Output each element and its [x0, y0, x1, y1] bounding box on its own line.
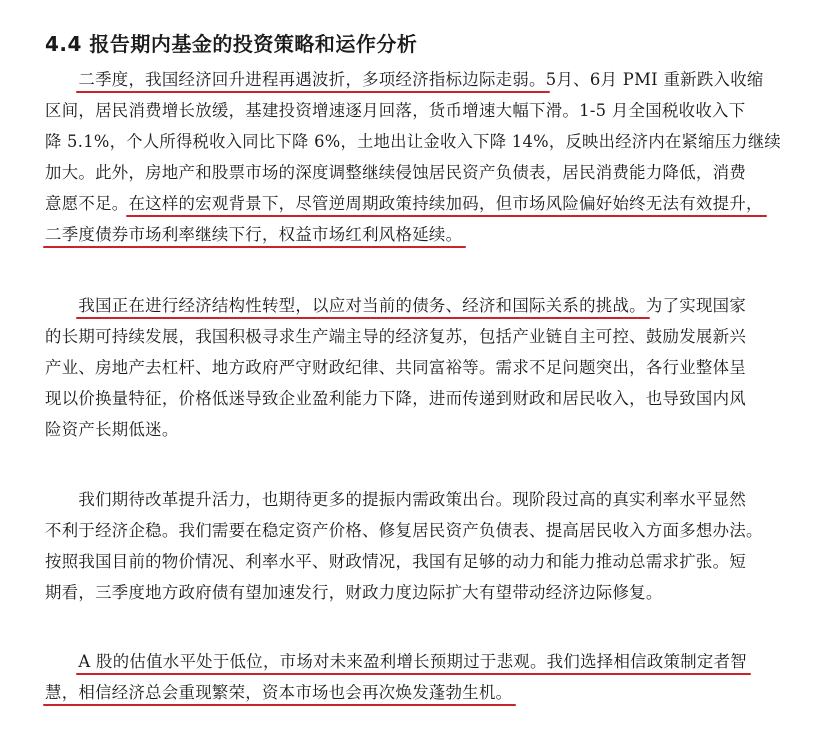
paragraph-3-line-3: 按照我国目前的物价情况、利率水平、财政情况，我国有足够的动力和能力推动总需求扩张。短 [45, 552, 747, 571]
paragraph-2-line-3: 产业、房地产去杠杆、地方政府严守财政纪律、共同富裕等。需求不足问题突出，各行业整体呈 [45, 358, 747, 377]
paragraph-3 [45, 484, 785, 608]
paragraph-3-line-1 [45, 484, 785, 515]
paragraph-1-line-2: 区间，居民消费增长放缓，基建投资增速逐月回落，货币增速大幅下滑。1-5 月全国税收收入下 [45, 101, 746, 120]
paragraph-1-line-3: 降 5.1%，个人所得税收入同比下降 6%，土地出让金收入下降 14%，反映出经济内在紧缩压力继续 [45, 132, 782, 151]
underlined-sentence: 二季度债券市场利率继续下行，权益市场红利风格延续。 [45, 225, 463, 244]
paragraph-4-line-2 [45, 677, 785, 708]
paragraph-2-line-4: 现以价换量特征，价格低迷导致企业盈利能力下降，进而传递到财政和居民收入，也导致国内风 [45, 389, 747, 408]
paragraph-4 [45, 646, 785, 708]
paragraph-1 [45, 64, 785, 250]
paragraph-4-line-1 [45, 646, 785, 677]
paragraph-2-line-5: 险资产长期低迷。 [45, 420, 179, 439]
underlined-sentence: A 股的估值水平处于低位，市场对未来盈利增长预期过于悲观。我们选择相信政策制定者智 [78, 652, 747, 671]
paragraph-2-line-1 [45, 290, 785, 321]
underlined-sentence: 二季度，我国经济回升进程再遇波折，多项经济指标边际走弱。 [78, 70, 546, 89]
underlined-sentence: 在这样的宏观背景下，尽管逆周期政策持续加码，但市场风险偏好始终无法有效提升， [128, 194, 763, 213]
paragraph-2-line-2: 的长期可持续发展，我国积极寻求生产端主导的经济复苏，包括产业链自主可控、鼓励发展新兴 [45, 327, 747, 346]
underlined-sentence: 我国正在进行经济结构性转型，以应对当前的债务、经济和国际关系的挑战。 [78, 296, 646, 315]
text-segment: 5月、6月 PMI 重新跌入收缩 [545, 70, 764, 89]
paragraph-3-line-4: 期看，三季度地方政府债有望加速发行，财政力度边际扩大有望带动经济边际修复。 [45, 583, 663, 602]
paragraph-1-line-6 [45, 219, 785, 250]
paragraph-1-line-1 [45, 64, 785, 95]
section-heading: 4.4 报告期内基金的投资策略和运作分析 [45, 32, 418, 56]
paragraph-2 [45, 290, 785, 445]
paragraph-1-line-5 [45, 188, 785, 219]
paragraph-3-line-2: 不利于经济企稳。我们需要在稳定资产价格、修复居民资产负债表、提高居民收入方面多想办法。 [45, 521, 763, 540]
text-segment: 为了实现国家 [645, 296, 747, 315]
text-segment: 意愿不足。 [45, 194, 129, 213]
text-segment: 我们期待改革提升活力，也期待更多的提振内需政策出台。现阶段过高的真实利率水平显然 [78, 490, 747, 509]
underlined-sentence: 慧，相信经济总会重现繁荣，资本市场也会再次焕发蓬勃生机。 [45, 683, 513, 702]
paragraph-1-line-4: 加大。此外，房地产和股票市场的深度调整继续侵蚀居民资产负债表，居民消费能力降低，消费 [45, 163, 747, 182]
